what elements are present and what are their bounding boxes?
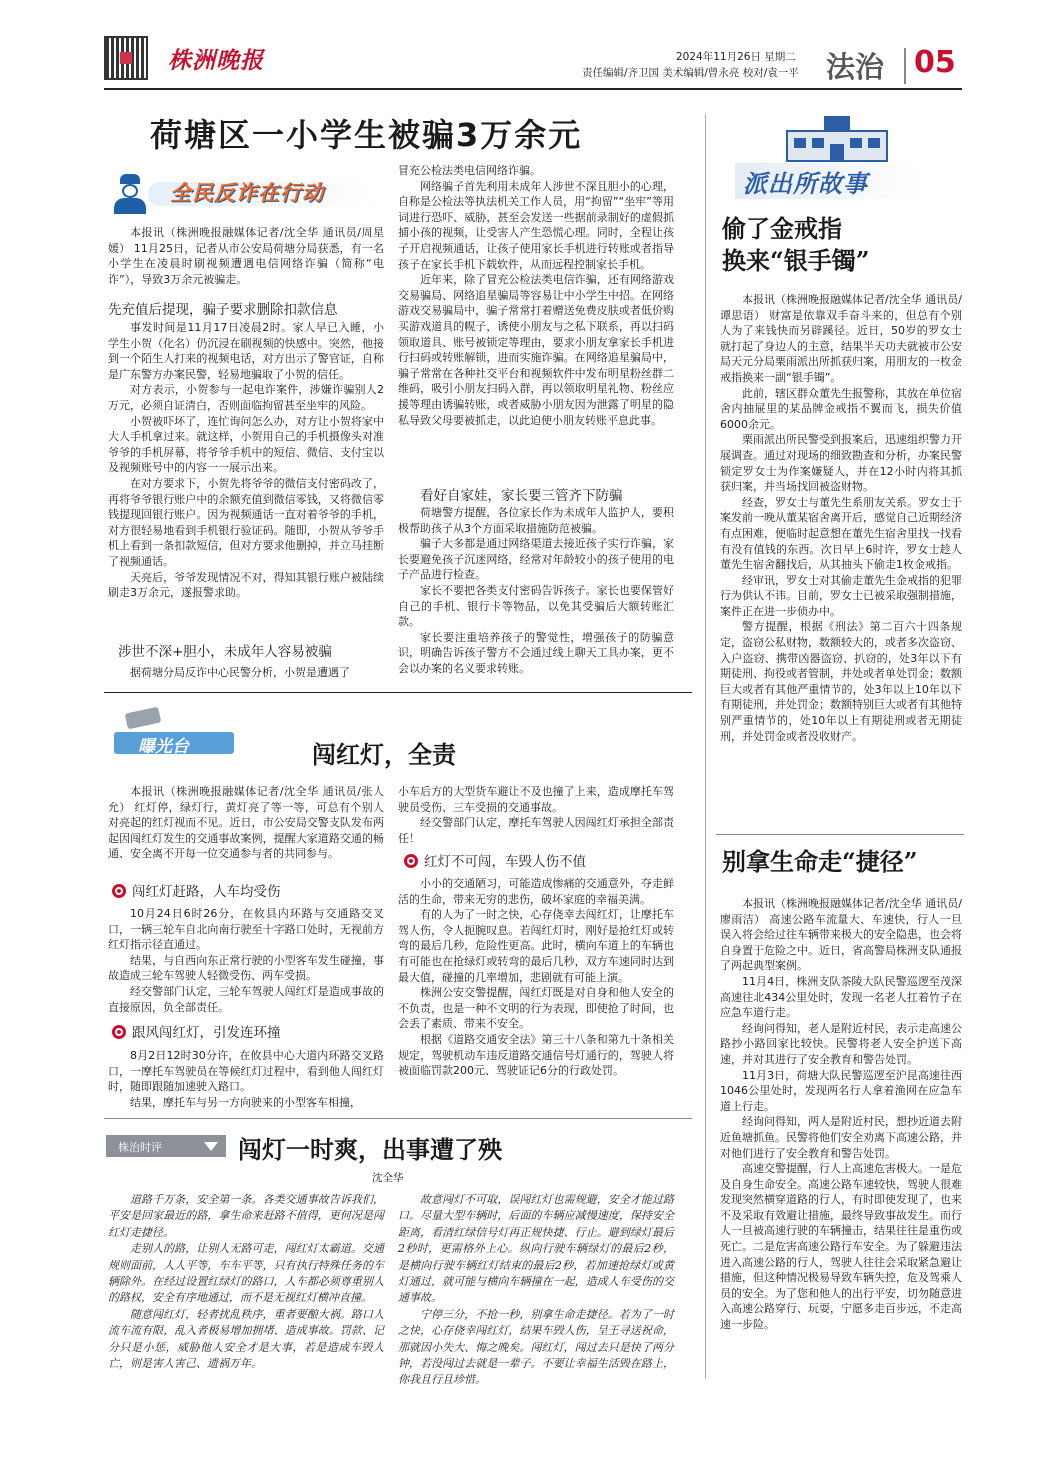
section-name: 法治 bbox=[826, 50, 885, 84]
bullet-icon bbox=[112, 884, 126, 898]
banner-text: 全民反诈在行动 bbox=[170, 181, 324, 205]
anti-fraud-banner bbox=[108, 170, 384, 218]
exposure-subhead-2: 跟风闯红灯，引发连环撞 bbox=[112, 1021, 281, 1041]
main-lead: 本报讯（株洲晚报融媒体记者/沈全华 通讯员/周星媛） 11月25日，记者从市公安局荷塘分局获悉，有一名小学生在凌晨时刷视频遭遇电信网络诈骗（简称“电诈”），导致3万余元被骗走。 bbox=[108, 226, 384, 286]
police-banner bbox=[735, 163, 925, 199]
commentary-author: 沈全华 bbox=[372, 1172, 404, 1184]
exposure-banner-text: 曝光台 bbox=[138, 737, 189, 757]
main-col1-end: 据荷塘分局反诈中心民警分析，小贺是遭遇了 bbox=[130, 666, 350, 679]
triangle-down-icon bbox=[204, 1142, 218, 1151]
police-station-illustration bbox=[786, 116, 888, 162]
commentary-col1: 道路千万条，安全第一条。各类交通事故告诉我们，平安是回家最近的路，拿生命来赶路不值得，更何况是闯红灯走捷径。 走别人的路，让别人无路可走，闯红灯太霸道。交通规则面前，人人平等，车车平等，只有执行特殊任务的车辆除外。在经过设置红绿灯的路口，人车都必须尊重别人的路权，安全有序地通过，而不是无视红灯横冲直撞。 随意闯红灯，轻者扰乱秩序，重者要酿大祸。路口人流车流有限，乱入者极易增加拥堵、造成事故。罚款、记分只是小惩，威胁他人安全才是大事，若是造成车毁人亡，则是害人害己、遗祸万年。 bbox=[108, 1193, 384, 1371]
main-col2: 冒充公检法类电信网络诈骗。 网络骗子首先利用未成年人涉世不深且胆小的心理，自称是公检法等执法机关工作人员，用“拘留”“坐牢”等用词进行恐吓、威胁，甚至会发送一些据前录制好的虚假抓捕小孩的视频，让受害人产生恐慌心理。同时，全程让孩子开启视频通话，让孩子使用家长手机进行转账或者指导孩子在家长手机下载软件，从而远程控制家长手机。 近年来，除了冒充公检法类电信诈骗，还有网络游戏交易骗局、网络追星骗局等容易让中小学生中招。在网络游戏交易骗局中，骗子常常打着赠送免费皮肤或者低价购买游戏道具的幌子，诱使小朋友与之私下联系，再以扫码领取道具、账号被锁定等理由，要求小朋友拿家长手机进行扫码或转账解锁，进而实施诈骗。在网络追星骗局中，骗子常常在各种社交平台和视频软件中发布明星粉丝群二维码，吸引小朋友扫码入群，再以领取明星礼物、粉丝应援等理由诱骗转账，或者威胁小朋友因为泄露了明星的隐私导致父母要被抓走，以此迫使小朋友转账平息此事。 bbox=[398, 164, 674, 427]
police-banner-text: 派出所故事 bbox=[743, 170, 868, 198]
commentary-label bbox=[106, 1135, 226, 1157]
bullet-icon bbox=[404, 854, 418, 868]
page-number: 05 bbox=[914, 45, 956, 80]
exposure-subhead-1: 闯红灯赶路，人车均受伤 bbox=[112, 880, 281, 900]
main-col2-end: 荷塘警方提醒，各位家长作为未成年人监护人，要积极帮助孩子从3个方面采取措施防范被骗。 骗子大多都是通过网络渠道去接近孩子实行诈骗，家长要避免孩子沉迷网络，经常对年龄较小的孩子使用的电子产品进行检查。 家长不要把各类支付密码告诉孩子。家长也要保管好自己的手机、银行卡等物品，以免其受骗后大额转账汇款。 家长要注重培养孩子的警觉性，增强孩子的防骗意识，明确告诉孩子警方不会通过线上聊天工具办案，更不会以办案的名义要求转账。 bbox=[398, 506, 674, 675]
camera-icon bbox=[125, 707, 162, 730]
main-headline: 荷塘区一小学生被骗3万余元 bbox=[150, 116, 583, 154]
commentary-rule bbox=[104, 1118, 692, 1119]
story2-body: 本报讯（株洲晚报融媒体记者/沈全华 通讯员/廖雨洁） 高速公路车流量大、车速快，行人一旦误入将会给过往车辆带来极大的安全隐患，也会将自身置于危险之中。近日，省高警局株洲支队通报了两起典型案例。 11月4日，株洲支队茶陵大队民警巡逻至茂深高速往北434公里处时，发现一名老人扛着竹子在应急车道行走。 经询问得知，老人是附近村民，表示走高速公路抄小路回家比较快。民警将老人安全护送下高速，并对其进行了安全教育和警告处罚。 11月3日，荷塘大队民警巡逻至沪昆高速往西1046公里处时，发现两名行人拿着渔网在应急车道上行走。 经询问得知，两人是附近村民，想抄近道去附近鱼塘抓鱼。民警将他们安全劝离下高速公路，并对他们进行了安全教育和警告处罚。 高速交警提醒，行人上高速危害极大。一是危及自身生命安全。高速公路车速较快，驾驶人很难发现突然横穿道路的行人，有时即使发现了，也来不及采取有效避让措施，最终导致事故发生。而行人一旦被高速行驶的车辆撞击，结果往往是重伤或死亡。二是危害高速公路行车安全。为了躲避违法进入高速公路的行人，驾驶人往往会采取紧急避让措施，但这种情况极易导致车辆失控，危及驾乘人员的安全。为了您和他人的出行平安，切勿随意进入高速公路穿行、玩耍，宁愿多走百步远，不走高速一步险。 bbox=[720, 897, 962, 1332]
commentary-col2: 故意闯灯不可取，误闯红灯也需规避，安全才能过路口。尽量大型车辆时，后面的车辆应减慢速度，保持安全距离，看清红绿信号灯再正规快捷、行止。避到绿灯最后2秒时，更需格外上心。纵向行驶车辆绿灯的最后2秒，是横向行驶车辆红灯结束的最后2秒，若加速抢绿灯或黄灯通过，就可能与横向车辆撞在一起，造成人车受伤的交通事故。 宁停三分，不抢一秒，别拿生命走捷径。若为了一时之快，心存侥幸闯红灯，结果车毁人伤，呈王寻送祝命，那就因小失大、悔之晚矣。闯红灯，闯过去只是快了两分钟，若没闯过去就是一辈子。不要让幸福生活毁在路上，你我且行且珍惜。 bbox=[398, 1193, 674, 1387]
section-rule bbox=[104, 692, 692, 693]
commentary-headline: 闯灯一时爽，出事遭了殃 bbox=[238, 1136, 502, 1164]
exposure-col1b: 8月2日12时30分许，在攸县中心大道内环路交叉路口，一摩托车驾驶员在等候红灯过程中，看到他人闯红灯时，随即跟随加速驶入路口。 结果，摩托车与另一方向驶来的小型客车相撞， bbox=[108, 1049, 384, 1109]
commentary-label-text: 株治时评 bbox=[118, 1141, 162, 1154]
newspaper-logo: 株洲晚报 bbox=[168, 47, 264, 74]
date-line: 2024年11月26日 星期二 bbox=[676, 51, 796, 63]
police-officer-icon bbox=[112, 174, 146, 214]
exposure-col2b: 小小的交通陋习，可能造成惨痛的交通意外，夺走鲜活的生命，带来无穷的悲伤，破坏家庭的幸福美满。 有的人为了一时之快，心存侥幸去闯红灯，让摩托车驾人伤，令人扼腕叹息。若闯红灯时，刚好是抢红灯或转弯的最后几秒，危险性更高。此时，横向车道上的车辆也有可能也在抢绿灯或转弯的最后几秒，双方车速同时达到最大值，碰撞的几率增加，悲剧就有可能上演。 株洲公安交警提醒，闯红灯既是对自身和他人安全的不负责，也是一种不文明的行为表现，即使抢了时间，也会丢了素质、带来不安全。 根据《道路交通安全法》第三十八条和第九十条相关规定，驾驶机动车违反道路交通信号灯通行的，驾驶人将被面临罚款200元、驾驶证记6分的行政处罚。 bbox=[398, 877, 674, 1078]
main-col1: 事发时间是11月17日凌晨2时。家人早已入睡，小学生小贺（化名）仍沉浸在刷视频的快感中。突然，他接到一个陌生人打来的视频电话，对方出示了警官证，自称是广东警方办案民警，轻易地骗取了小贺的信任。 对方表示，小贺参与一起电诈案件，涉嫌诈骗别人2万元，必须自证清白，否则面临拘留甚至坐牢的风险。 小贺被吓坏了，连忙询问怎么办，对方让小贺将家中大人手机拿过来。就这样，小贺用自己的手机摄像头对准爷爷的手机屏幕，将爷爷手机中的短信、微信、支付宝以及视频账号中的内容一一展示出来。 在对方要求下，小贺先将爷爷的微信支付密码改了，再将爷爷银行账户中的余额充值到微信零钱，又将微信零钱提现回银行账户。因为视频通话一直对着爷爷的手机，对方很轻易地看到手机银行验证码。随即，小贺从爷爷手机上看到一条扣款短信，但对方要求他删掉，并立马挂断了视频通话。 天亮后，爷爷发现情况不对，得知其银行账户被陆续刷走3万余元，遂报警求助。 bbox=[108, 321, 384, 600]
exposure-col2a: 小车后方的大型货车避让不及也撞了上来，造成摩托车驾驶员受伤、三车受损的交通事故。 经交警部门认定，摩托车驾驶人因闯红灯承担全部责任！ bbox=[398, 785, 674, 845]
column-divider bbox=[705, 114, 706, 1379]
main-subhead-2: 涉世不深+胆小，未成年人容易被骗 bbox=[118, 644, 332, 660]
exposure-subhead-3: 红灯不可闯，车毁人伤不值 bbox=[404, 850, 586, 870]
main-subhead-3: 看好自家娃，家长要三管齐下防骗 bbox=[420, 488, 623, 504]
exposure-col1a: 10月24日6时26分，在攸县内环路与交通路交叉口，一辆三轮车自北向南行驶至十字路口处时，无视前方红灯指示径直通过。 结果，与自西向东正常行驶的小型客车发生碰撞，事故造成三轮车驾驶人轻微受伤、两车受损。 经交警部门认定，三轮车驾驶人闯红灯是造成事故的直接原因，负全部责任。 bbox=[108, 907, 384, 1014]
section-divider bbox=[904, 48, 906, 84]
exposure-headline: 闯红灯，全责 bbox=[312, 741, 456, 769]
exposure-banner bbox=[110, 708, 240, 756]
masthead-rule bbox=[104, 88, 962, 90]
main-subhead-1: 先充值后提现，骗子要求删除扣款信息 bbox=[108, 302, 338, 318]
story-separator bbox=[716, 834, 964, 835]
exposure-lead: 本报讯（株洲晚报融媒体记者/沈全华 通讯员/张人允） 红灯停，绿灯行，黄灯亮了等一等，可总有个别人对亮起的红灯视而不见。近日，市公安局交警支队发布两起因闯红灯发生的交通事故案例，提醒大家道路交通的畅通、安全离不开每一位交通参与者的共同参与。 bbox=[108, 785, 384, 861]
bullet-icon bbox=[112, 1025, 126, 1039]
staff-line: 责任编辑/齐卫国 美术编辑/曾永亮 校对/袁一平 bbox=[582, 67, 799, 79]
story2-headline: 别拿生命走“捷径” bbox=[722, 847, 918, 876]
story1-headline: 偷了金戒指 换来“银手镯” bbox=[722, 214, 870, 275]
story1-body: 本报讯（株洲晚报融媒体记者/沈全华 通讯员/谭思语） 财富是依靠双手奋斗来的，但总有个别人为了来钱快而另辟蹊径。近日，50岁的罗女士就打起了身边人的主意，结果半天功夫就被市公安局天元分局栗雨派出所抓获归案，用朋友的一枚金戒指换来一副“银手镯”。 此前，辖区群众董先生报警称，其放在单位宿舍内抽屉里的某品牌金戒指不翼而飞，损失价值6000余元。 栗雨派出所民警受到报案后，迅速组织警力开展调查。通过对现场的细致勘查和分析，办案民警锁定罗女士为作案嫌疑人，并在12小时内将其抓获归案，并当场找回被盗财物。 经查，罗女士与董先生系朋友关系。罗女士于案发前一晚从董某宿舍离开后，感觉自己近期经济有点困难，便临时起意想在董先生宿舍里找一找看有没有值钱的东西。次日早上6时许，罗女士趁人董先生宿舍翻找后，从其抽头下偷走1枚金戒指。 经审讯，罗女士对其偷走董先生金戒指的犯罪行为供认不讳。目前，罗女士已被采取强制措施，案件正在进一步侦办中。 警方提醒，根据《刑法》第二百六十四条规定，盗窃公私财物，数额较大的，或者多次盗窃、入户盗窃、携带凶器盗窃、扒窃的，处3年以下有期徒刑、拘役或者管制，并处或者单处罚金；数额巨大或者有其他严重情节的，处3年以上10年以下有期徒刑，并处罚金；数额特别巨大或者有其他特别严重情节的，处10年以上有期徒刑或者无期徒刑，并处罚金或者没收财产。 bbox=[720, 293, 962, 743]
qr-code bbox=[104, 36, 148, 80]
